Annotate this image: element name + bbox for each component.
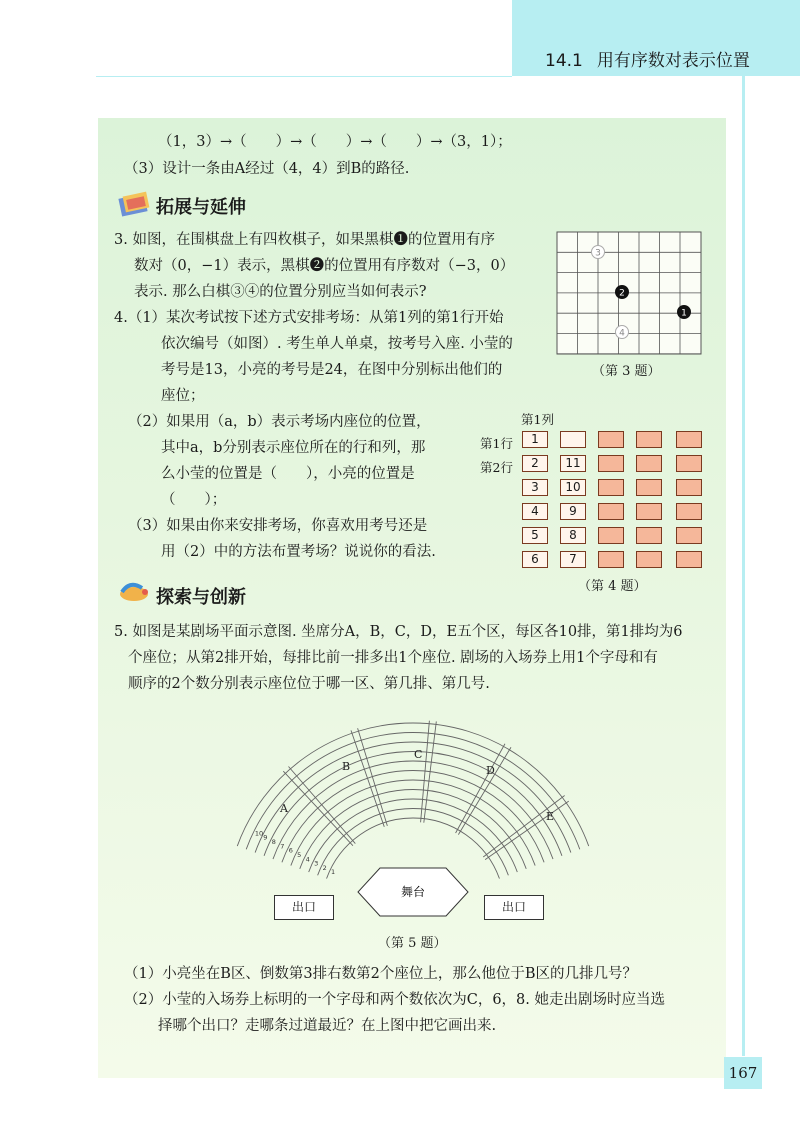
zone-label: E [546, 810, 555, 823]
seat: 3 [522, 479, 548, 496]
seat: 1 [522, 431, 548, 448]
aisle-line [288, 766, 355, 843]
side-strip [742, 76, 745, 1056]
row-number: 4 [305, 855, 310, 864]
seat [676, 479, 702, 496]
q4-line-1: 4.（1）某次考试按下述方式安排考场：从第1列的第1行开始 [114, 310, 504, 326]
aisle-line [283, 771, 353, 846]
seat: 8 [560, 527, 586, 544]
q3-caption: （第 3 题） [592, 364, 661, 379]
aisle-line [483, 796, 564, 857]
row-number: 10 [254, 829, 264, 838]
row-number: 7 [280, 842, 285, 851]
row-number: 2 [322, 863, 327, 872]
q4-line-5: （2）如果用（a，b）表示考场内座位的位置， [128, 414, 431, 430]
seat-row-arc [282, 771, 544, 863]
exit-left: 出口 [274, 895, 334, 920]
q4-caption: （第 4 题） [578, 579, 647, 594]
q4-line-10: 用（2）中的方法布置考场？说说你的看法. [161, 544, 436, 560]
header-rule [96, 76, 512, 77]
section-number: 14.1 [545, 51, 583, 71]
seat [676, 503, 702, 520]
bird-icon [116, 578, 152, 606]
seat [636, 503, 662, 520]
seat: 4 [522, 503, 548, 520]
column-1-label: 第1列 [521, 412, 554, 427]
row-2-label: 第2行 [480, 460, 513, 475]
seat: 11 [560, 455, 586, 472]
section-heading-explore: 探索与创新 [156, 587, 246, 608]
aisle-line [456, 744, 505, 833]
seat: 10 [560, 479, 586, 496]
go-stone-label: 3 [595, 248, 601, 259]
q4-line-8: （ ）； [161, 492, 227, 508]
seat [636, 527, 662, 544]
seat [636, 479, 662, 496]
seat [598, 503, 624, 520]
seat-row-arc [288, 780, 535, 866]
zone-label: B [342, 760, 351, 773]
q5-sub-2b: 择哪个出口？走哪条过道最近？在上图中把它画出来. [158, 1018, 497, 1034]
zone-label: D [486, 764, 495, 777]
seat [676, 455, 702, 472]
stage-label: 舞台 [400, 885, 426, 899]
go-stone-label: 4 [619, 328, 625, 339]
zone-label: A [280, 802, 288, 815]
seat: 6 [522, 551, 548, 568]
seat [598, 479, 624, 496]
seat: 2 [522, 455, 548, 472]
path-line: （1，3）→（ ）→（ ）→（ ）→（3，1）； [158, 134, 512, 150]
q4-line-3: 考号是13，小亮的考号是24，在图中分别标出他们的 [161, 362, 503, 378]
seat-row-arc [255, 742, 571, 853]
q4-line-4: 座位； [161, 388, 205, 404]
seat: 9 [560, 503, 586, 520]
seat: 5 [522, 527, 548, 544]
seat [676, 431, 702, 448]
row-1-label: 第1行 [480, 436, 513, 451]
seat [598, 527, 624, 544]
seat [598, 431, 624, 448]
seat-row-arc [318, 809, 509, 876]
q5-line-2: 个座位；从第2排开始，每排比前一排多出1个座位. 剧场的入场券上用1个字母和有 [128, 650, 658, 666]
q4-line-7: 么小莹的位置是（ ），小亮的位置是 [161, 466, 415, 482]
row-number: 3 [314, 859, 319, 868]
go-stone-label: 2 [619, 288, 625, 299]
seat [636, 431, 662, 448]
seat [636, 551, 662, 568]
seat [560, 431, 586, 448]
go-board-figure [555, 230, 703, 356]
q3-line-2: 数对（0，−1）表示，黑棋❷的位置用有序数对（−3，0） [134, 258, 515, 274]
q4-line-9: （3）如果由你来安排考场，你喜欢用考号还是 [128, 518, 428, 534]
chapter-heading [545, 46, 764, 71]
q3-line-3: 表示. 那么白棋③④的位置分别应当如何表示? [134, 284, 427, 300]
row-number: 8 [271, 838, 276, 847]
theater-diagram [190, 700, 630, 930]
page-number: 167 [724, 1057, 762, 1089]
seat-row-arc [309, 799, 518, 872]
q5-sub-1: （1）小亮坐在B区、倒数第3排右数第2个座位上，那么他位于B区的几排几号？ [124, 966, 637, 982]
seat [598, 551, 624, 568]
go-stone-label: 1 [681, 308, 687, 319]
row-number: 5 [297, 850, 302, 859]
seat [598, 455, 624, 472]
row-number: 1 [331, 868, 336, 877]
seat-row-arc [237, 723, 588, 846]
q5-line-1: 5. 如图是某剧场平面示意图. 坐席分A，B，C，D，E五个区，每区各10排，第1排均为6 [114, 624, 683, 640]
q5-line-3: 顺序的2个数分别表示座位位于哪一区、第几排、第几号. [128, 676, 490, 692]
q5-sub-2a: （2）小莹的入场券上标明的一个字母和两个数依次为C，6，8. 她走出剧场时应当选 [124, 992, 665, 1008]
row-number: 9 [263, 833, 268, 842]
zone-label: C [414, 748, 423, 761]
section-title: 用有序数对表示位置 [596, 51, 750, 71]
seat [636, 455, 662, 472]
seat-row-arc [246, 733, 580, 850]
q4-line-2: 依次编号（如图）. 考生单人单桌，按考号入座. 小莹的 [161, 336, 513, 352]
q4-line-6: 其中a，b分别表示座位所在的行和列，那 [161, 440, 426, 456]
seat-row-arc [300, 790, 526, 869]
q5-caption: （第 5 题） [378, 936, 447, 951]
seat: 7 [560, 551, 586, 568]
q3-line-1: 3. 如图，在围棋盘上有四枚棋子，如果黑棋❶的位置用有序 [114, 232, 495, 248]
path-question-3: （3）设计一条由A经过（4，4）到B的路径. [124, 161, 410, 177]
seat [676, 551, 702, 568]
exit-right: 出口 [484, 895, 544, 920]
aisle-line [485, 801, 569, 859]
row-number: 6 [288, 846, 293, 855]
seat [676, 527, 702, 544]
book-icon [118, 190, 152, 218]
section-heading-extend: 拓展与延伸 [156, 197, 246, 218]
